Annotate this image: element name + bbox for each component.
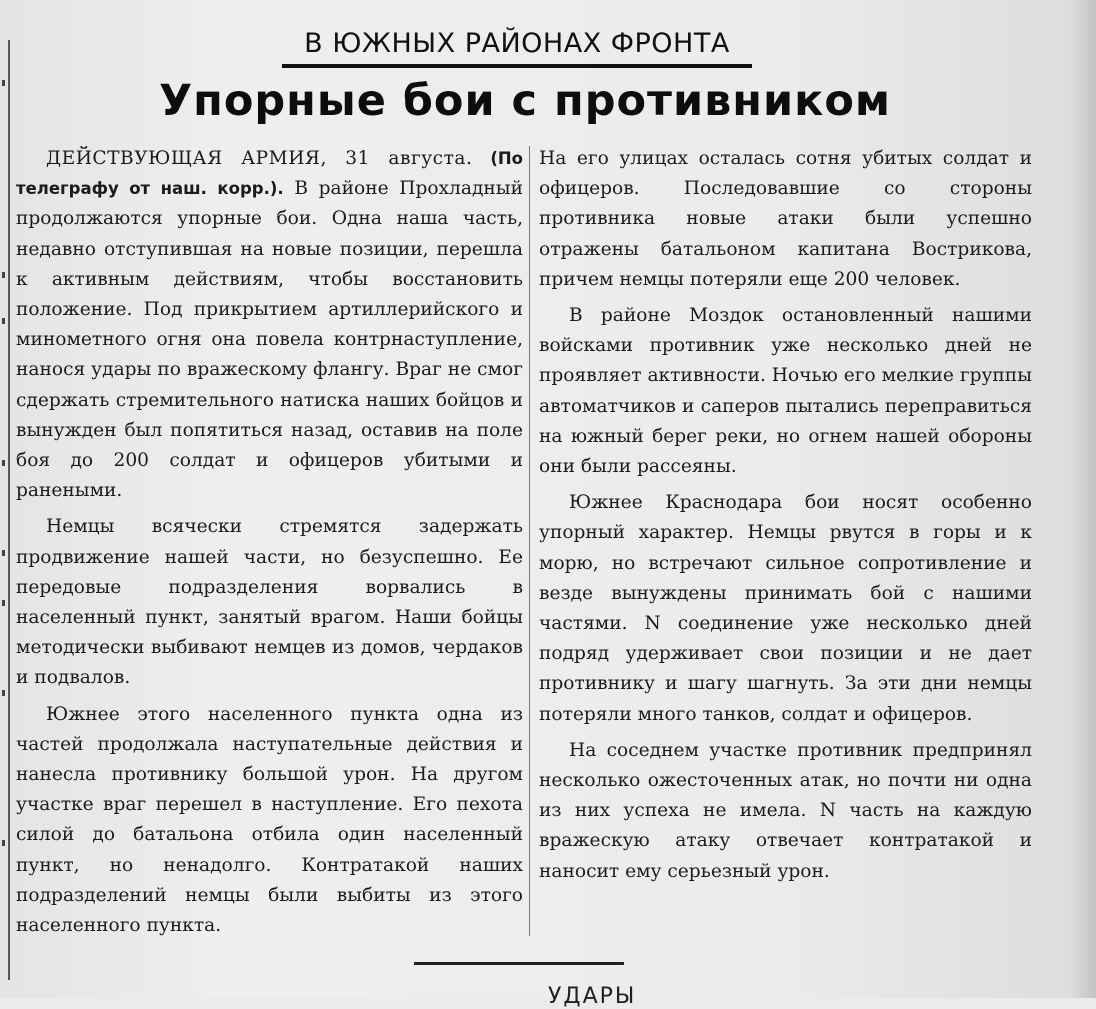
section-heading-underline [282,64,752,68]
article-headline: Упорные бои с противником [158,76,892,126]
page-edge-shadow [1070,0,1096,998]
article-column-right [539,144,1032,887]
article-column-left [16,144,523,941]
article-end-rule [414,962,624,965]
article-lead-text: В районе Прохладный продолжаются упорные бои. Одна наша часть, недавно отступившая на новые позиции, перешла к активным действиям, чтобы восстановить положение. Под прикрытием артиллерийского и минометного огня она повела контрнаступление, нанося удары по вражескому флангу. Враг не смог сдержать стремительного натиска наших бойцов и вынужден был попятиться назад, оставив на поле боя до 200 солдат и офицеров убитыми и ранеными. [16,178,523,502]
article-paragraph: На соседнем участке противник предпринял несколько ожесточенных атак, но почти ни одна из них успеха не имела. N часть на каждую вражескую атаку отвечает контратакой и наносит ему серьезный урон. [539,739,1032,882]
article-paragraph: Немцы всячески стремятся задержать продвижение нашей части, но безуспешно. Ее передовые подразделения ворвались в населенный пункт, занятый врагом. Наши бойцы методически выбивают немцев из домов, чердаков и подвалов. [16,516,523,689]
article-paragraph: Южнее Краснодара бои носят особенно упорный характер. Немцы рвутся в горы и к морю, но встречают сильное сопротивление и везде вынуждены принимать бой с нашими частями. N соединение уже несколько дней подряд удерживает свои позиции и не дает противнику и шагу шагнуть. За эти дни немцы потеряли много танков, солдат и офицеров. [539,492,1032,725]
left-margin-rule [8,40,10,980]
article-paragraph-continued: На его улицах осталась сотня убитых солдат и офицеров. Последовавшие со стороны противника новые атаки были успешно отражены батальоном капитана Вострикова, причем немцы потеряли еще 200 человек. [539,148,1032,290]
article-paragraph-lead [16,144,523,506]
article-paragraph: В районе Моздок остановленный нашими войсками противник уже несколько дней не проявляет активности. Ночью его мелкие группы автоматчиков и саперов пытались переправиться на южный берег реки, но огнем нашей обороны они были рассеяны. [539,305,1032,478]
left-margin-specks [0,40,8,980]
next-article-heading-fragment: УДАРЫ [548,984,637,1009]
article-paragraph: Южнее этого населенного пункта одна из частей продолжала наступательные действия и нанесла противнику большой урон. На другом участке враг перешел в наступление. Его пехота силой до батальона отбила один населенный пункт, но ненадолго. Контратакой наших подразделений немцы были выбиты из этого населенного пункта. [16,703,523,937]
article-byline: (По телеграфу от наш. корр.). [16,149,523,199]
column-divider [529,146,530,936]
article-dateline: ДЕЙСТВУЮЩАЯ АРМИЯ, 31 августа. [46,148,473,169]
section-heading: В ЮЖНЫХ РАЙОНАХ ФРОНТА [304,28,730,59]
